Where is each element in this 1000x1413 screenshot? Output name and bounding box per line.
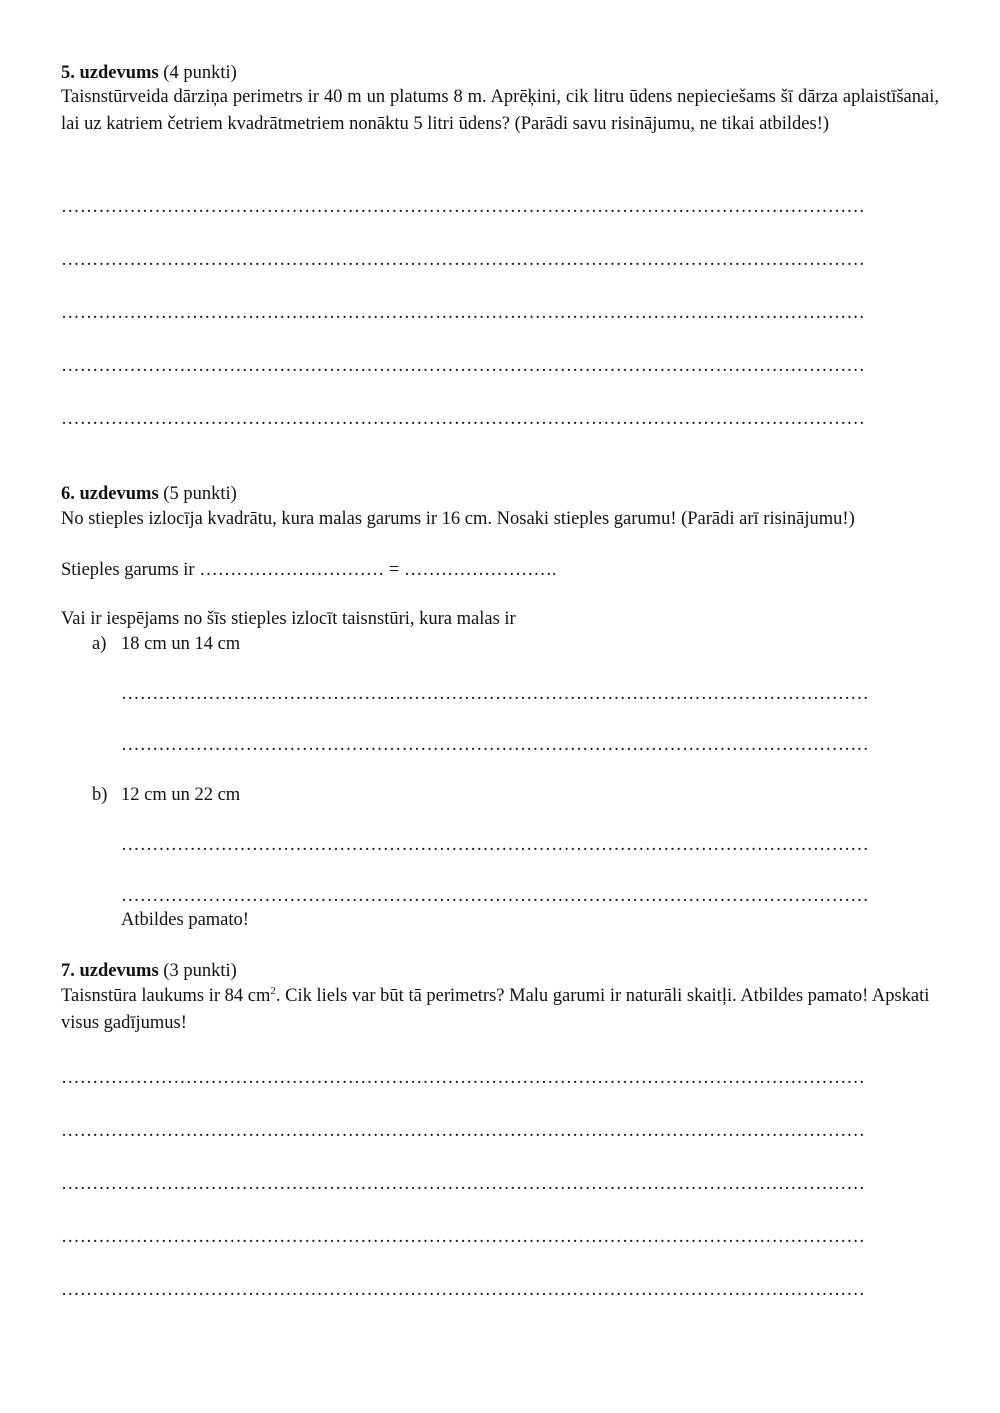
- task7-answer-line-5[interactable]: …………………………………………………………………………………………………………………: [61, 1280, 866, 1300]
- option-a-label: a): [92, 634, 107, 654]
- task7-answer-line-1[interactable]: …………………………………………………………………………………………………………………: [61, 1068, 866, 1088]
- task6-heading: [61, 481, 939, 508]
- task6-length-blank-1[interactable]: …………………………: [199, 560, 385, 580]
- task6-length-equals: =: [388, 560, 400, 580]
- task6-question: Vai ir iespējams no šīs stieples izlocīt taisnstūri, kura malas ir: [61, 609, 516, 629]
- task6-length-line: [61, 557, 939, 584]
- task6-number: 6. uzdevums: [61, 484, 159, 504]
- task7-text-superscript: 2: [270, 985, 276, 997]
- task6a-answer-line-1[interactable]: …………………………………………………………………………………………………………: [121, 684, 869, 704]
- task6-option-b: [92, 782, 240, 809]
- option-a-text: 18 cm un 14 cm: [121, 634, 241, 654]
- task6-length-prefix: Stieples garums ir: [61, 560, 195, 580]
- option-b-label: b): [92, 785, 108, 805]
- task5-answer-line-5[interactable]: …………………………………………………………………………………………………………………: [61, 409, 866, 429]
- task7-points: (3 punkti): [163, 961, 237, 981]
- task6-length-blank-2[interactable]: …………………….: [403, 560, 557, 580]
- task5-heading: [61, 60, 939, 87]
- task7-heading: [61, 958, 939, 985]
- task7-answer-line-3[interactable]: …………………………………………………………………………………………………………………: [61, 1174, 866, 1194]
- task5-answer-line-1[interactable]: …………………………………………………………………………………………………………………: [61, 197, 866, 217]
- task5-points: (4 punkti): [163, 63, 237, 83]
- task7-text-pre: Taisnstūra laukums ir 84 cm: [61, 986, 271, 1006]
- task7-answer-line-4[interactable]: …………………………………………………………………………………………………………………: [61, 1227, 866, 1247]
- task5-number: 5. uzdevums: [61, 63, 159, 83]
- task5-answer-line-4[interactable]: …………………………………………………………………………………………………………………: [61, 356, 866, 376]
- task5-text: Taisnstūrveida dārziņa perimetrs ir 40 m un platums 8 m. Aprēķini, cik litru ūdens nepieciešams šī dārza aplaistīšanai, lai uz katriem četriem kvadrātmetriem nonāktu 5 litri ūdens? (Parādi savu risinājumu, ne tikai atbildes!): [61, 87, 939, 134]
- task7-answer-line-2[interactable]: …………………………………………………………………………………………………………………: [61, 1121, 866, 1141]
- task6-text: No stieples izlocīja kvadrātu, kura malas garums ir 16 cm. Nosaki stieples garumu! (Parādi arī risinājumu!): [61, 509, 855, 529]
- task6a-answer-line-2[interactable]: …………………………………………………………………………………………………………: [121, 735, 869, 755]
- task6-option-a: [92, 631, 240, 658]
- task6b-answer-line-2[interactable]: …………………………………………………………………………………………………………: [121, 886, 869, 906]
- task6-note: Atbildes pamato!: [121, 910, 249, 930]
- task6b-answer-line-1[interactable]: …………………………………………………………………………………………………………: [121, 835, 869, 855]
- task5-answer-line-3[interactable]: …………………………………………………………………………………………………………………: [61, 303, 866, 323]
- task6-points: (5 punkti): [163, 484, 237, 504]
- option-b-text: 12 cm un 22 cm: [121, 785, 241, 805]
- task5-answer-line-2[interactable]: …………………………………………………………………………………………………………………: [61, 250, 866, 270]
- task7-number: 7. uzdevums: [61, 961, 159, 981]
- task7-text: [61, 983, 941, 1037]
- task7-text-post: . Cik liels var būt tā perimetrs? Malu garumi ir naturāli skaitļi. Atbildes pamato! Apskati visus gadījumus!: [61, 986, 930, 1033]
